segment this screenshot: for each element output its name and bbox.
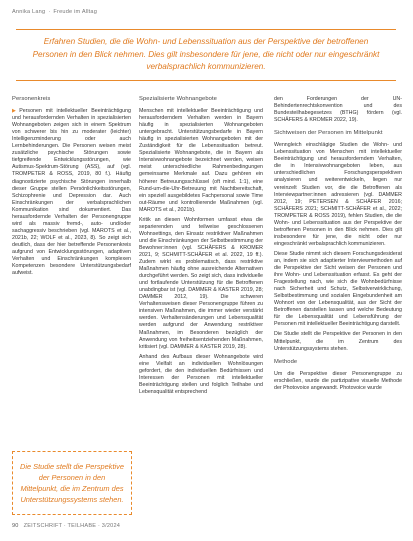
column-3 (274, 96, 402, 395)
section-heading-methode: Methode (274, 358, 298, 365)
column-1 (12, 96, 131, 280)
running-head-title: Freude im Alltag (53, 9, 98, 15)
section-heading-sichtweisen: Sichtweisen der Personen im Mittelpunkt (274, 130, 383, 137)
running-head (12, 9, 97, 15)
pull-quote-text: Die Studie stellt die Perspektive der Personen in den Mittelpunkt, die im Zentrum des Unterstützungssystems stehen. (20, 462, 124, 504)
body-text: Personen mit intellektueller Beeinträchtigung und herausfordernden Verhalten in spezialisierten Wohnangeboten zeigen sich in einem Spektrum von schwerer bis hin zu moderater (leichter) Intelligenzminderung oder auch Lernbehinderungen. Die Personen weisen meist zusätzliche psychische Störungen sowie tiefgreifende Entwicklungsstörungen, wie Autismus-Spektrum-Störung (ASS), auf (vgl. TROMPETER & ROSS, 2019, 80 f.). Häufig diagnostizierte psychische Störungen innerhalb dieser Gruppe stellen Persönlichkeitsstörungen, Schizophrenie und Depression dar. Auch Einschränkungen der verbalsprachlichen Kommunikation sind dokumentiert. Das herausfordernde Verhalten der Personengruppe wird als massiv fremd-, auto- und/oder sachaggressiv beschrieben (vgl. MAROTS et al., 2021b, 22; WOLF et al., 2023, 8). So zeigt sich deutlich, dass der hier betreffende Personenkreis aufgrund von Entwicklungsstörungen, adaptiven Verhalten und Einschränkungen komplexen Kompetenzen besondere Unterstützungsbedarf aufweist. (12, 108, 131, 277)
lead-text: Erfahren Studien, die die Wohn- und Lebenssituation aus der Perspektive der betroffenen Personen in den Blick nehmen. Dies gilt insbesondere für jene, die nicht oder nur eingeschränkt verbalsprachlich kommunizieren. (32, 37, 380, 72)
body-paragraph: Die Studie stellt die Perspektive der Personen in den Mittelpunkt, die im Zentrum des Unterstützungssystems stehen. (274, 331, 402, 352)
running-head-separator: · (48, 9, 51, 15)
pull-quote (12, 451, 132, 515)
column-2 (139, 96, 263, 399)
running-head-author: Annika Lang (12, 9, 46, 15)
lead-paragraph (16, 29, 396, 81)
journal-label: ZEITSCHRIFT · TEILHABE · 3/2024 (23, 523, 121, 529)
section-start-marker-icon: ▶ (12, 108, 19, 115)
body-paragraph: Kritik an diesen Wohnformen umfasst etwa die separierenden und teilweise geschlossenen Wohnsettings, den Einsatz restriktiver Maßnahmen und die Einschränkungen der Selbstbestimmung der Bewohner:innen (vgl. SCHÄFERS & KROMER 2021, 9; SCHMITT-SCHÄFER et al. 2022, 19 ff.). Zudem wirkt es problematisch, dass restriktive Maßnahmen häufig ohne ausreichende Alternativen durchgeführt werden. So zeigt sich, dass individuelle und fortlaufende Unterstützung für die Betroffenen unabdingbar ist (vgl. DAMMER & KASTER 2019, 28; DAMMER 2012, 19). Die schweren Verhaltensweisen dieser Personengruppe führen zu intensiven Maßnahmen, die immer wieder verstärkt werden. Verhaltensänderungen und Lebensqualität werden aufgrund der Anwendung restriktiver Maßnahmen, im Besonderen bezüglich der Anwendung von freiheitsentziehenden Maßnahmen, kritisiert (vgl. DAMMER & KASTER 2019, 28). (139, 216, 263, 350)
body-paragraph (12, 108, 131, 277)
page-footer (12, 523, 120, 529)
body-paragraph: Um die Perspektive dieser Personengruppe zu erschließen, wurde die partizipative visuelle Methode der Photovoice angewandt. Photovoice wurde (274, 370, 402, 391)
page-number: 90 (12, 523, 19, 529)
body-paragraph: Diese Studie nimmt sich diesem Forschungsdesiderat an, indem sie sich adaptierter Interviewmethoden auf die Perspektive der Sicht weisen der Personen und ihre Wohn- und Lebenssituation erfasst. Es geht der Fragestellung nach, wie sich die Wohnbedürfnisse nach Sicherheit und Schutz, Selbstverwirklichung, Selbstbestimmung und sozialen Eingebundenheit am Wohnort von der Lebensqualität, aus der Sicht der Betroffenen darstellen lassen und welche Bedeutung für die Lebensqualität und Lebensführung der Personen mit intellektueller Beeinträchtigung darstellt. (274, 250, 402, 328)
body-paragraph: Anhand des Aufbaus dieser Wohnangebote wird eine Vielfalt an individuellen Wohnlösungen gefordert, die den individuellen Bedürfnissen und Interessen der Personen mit intellektueller Beeinträchtigung stellen und folglich Teilhabe und Lebensqualität entsprechend (139, 353, 263, 395)
body-paragraph: den Forderungen der UN-Behindertenrechtskonvention und des Bundesteilhabegesetzes (BTHG) fördern (vgl. SCHÄFERS & KROMER 2022, 19). (274, 96, 402, 124)
body-paragraph: Wenngleich einschlägige Studien die Wohn- und Lebenssituation von Menschen mit intellektueller Beeinträchtigung und herausforderndem Verhalten, die in Intensivwohnangeboten leben, aus unterschiedlichen Forschungsperspektiven analysieren und weiterentwickeln, liegen nur vereinzelt Studien vor, die die Betroffenen als Interviewpartner:innen adressieren (vgl. DAMMER 2012, 19; PETERSEN & SCHÄFER 2016; SCHÄFERS 2021; SCHMITT-SCHÄFER et al., 2022; TROMPETER & ROSS 2019), fehlen Studien, die die Wohn- und Lebenssituation aus der Perspektive der betroffenen Personen in den Blick nehmen. Dies gilt insbesondere für jene, die nicht oder nur eingeschränkt verbalsprachlich kommunizieren. (274, 142, 402, 247)
section-heading-wohnangebote: Spezialisierte Wohnangebote (139, 96, 218, 102)
section-heading-personenkreis: Personenkreis (12, 96, 51, 102)
body-paragraph: Menschen mit intellektueller Beeinträchtigung und herausforderndem Verhalten werden in Bayern häufig in spezialisierten Wohnangeboten untergebracht. Unterstützungsbedarfe in Bayern häufig in spezialisierten Wohnangeboten mit der Zuständigkeit für die Lebenssituation betreut. Spezialisierte Wohnangebote, die in Bayern als Intensivwohnangebote bezeichnet werden, weisen meist unterschiedliche Rahmenbedingungen gemeinsame Merkmale auf. Dazu gehören ein höherer Betreuungsschlüssel (oft mind. 1:1), eine Rund-um-die-Uhr-Betreuung mit Nachtbereitschaft, ein speziell ausgebildetes Fachpersonal sowie Time out-Räume und kontrollierende Maßnahmen (vgl. MAROTS et al., 2021b). (139, 108, 263, 213)
